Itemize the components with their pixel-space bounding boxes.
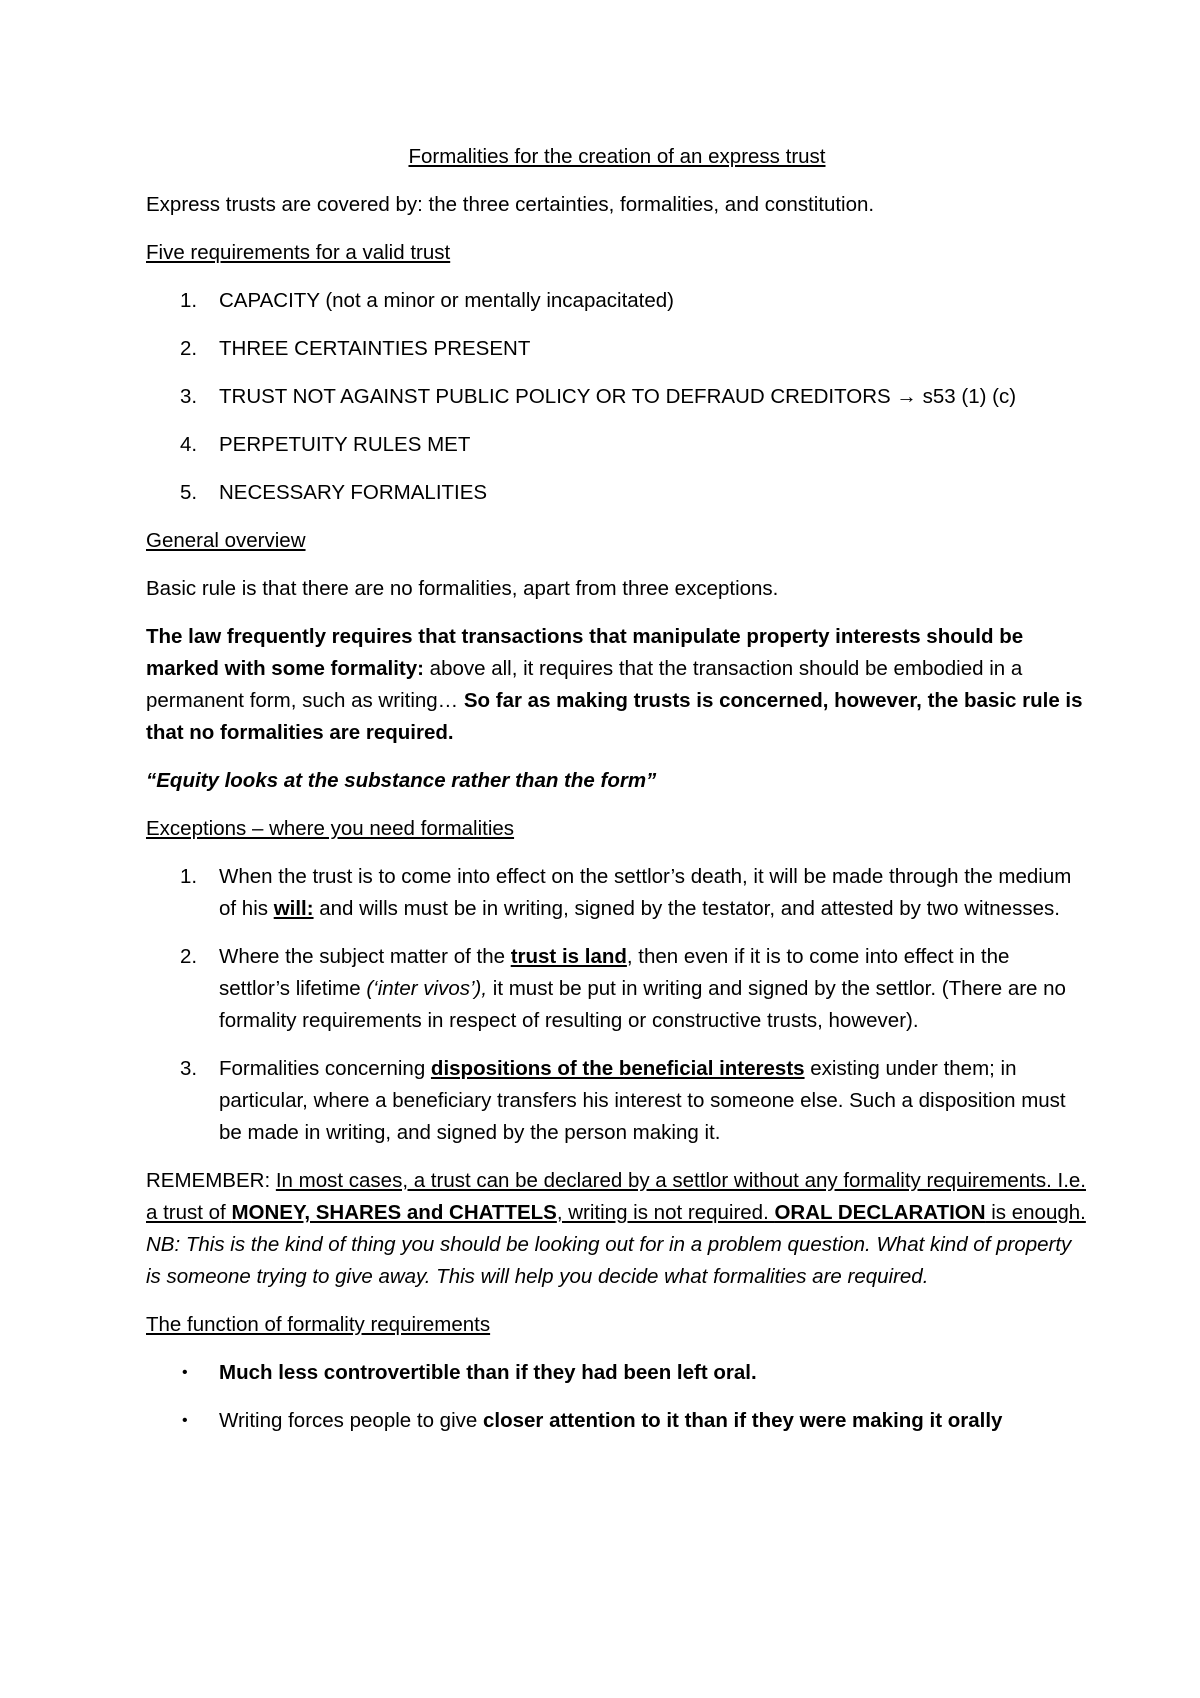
exceptions-heading: Exceptions – where you need formalities [146, 817, 515, 840]
exceptions-list [146, 861, 1086, 1149]
remember-label: REMEMBER: [146, 1169, 276, 1192]
requirements-list [146, 285, 1086, 509]
bullet-icon: • [182, 1364, 188, 1381]
remember-note: NB: This is the kind of thing you should be looking out for in a problem question. What kind of property is someone trying to give away. This will help you decide what formalities are required. [146, 1233, 1072, 1288]
exception-text-cont: , then even if it is to come into effect in the settlor’s lifetime [219, 945, 1010, 1000]
remember-underlined: In most cases, a trust can be declared by a settlor without any formality requirements. I.e. a trust of [146, 1169, 1086, 1224]
exception-text: Where the subject matter of the [219, 945, 511, 968]
list-number: 1. [180, 289, 198, 312]
remember-property-types: MONEY, SHARES and CHATTELS [231, 1201, 557, 1224]
list-number: 2. [180, 337, 198, 360]
remember-underlined-3: is enough. [985, 1201, 1086, 1224]
requirement-text: NECESSARY FORMALITIES [219, 481, 488, 504]
bullet-item [146, 1357, 1086, 1389]
requirement-item [146, 333, 1086, 365]
exception-item [146, 941, 1086, 1037]
quote-normal-part: above all, it requires that the transaction should be embodied in a permanent form, such as writing… [146, 657, 1023, 712]
exception-text-cont: and wills must be in writing, signed by the testator, and attested by two witnesses. [313, 897, 1060, 920]
function-heading: The function of formality requirements [146, 1313, 491, 1336]
quote-bold-conclusion: So far as making trusts is concerned, however, the basic rule is that no formalities are required. [146, 689, 1083, 744]
exception-text: When the trust is to come into effect on the settlor’s death, it will be made through the medium of his [219, 865, 1072, 920]
requirement-text: TRUST NOT AGAINST PUBLIC POLICY OR TO DEFRAUD CREDITORS [219, 385, 891, 408]
remember-paragraph [146, 1165, 1086, 1293]
requirement-item [146, 429, 1086, 461]
bullet-text: Writing forces people to give [219, 1409, 483, 1432]
list-number: 5. [180, 481, 198, 504]
exception-emphasis: dispositions of the beneficial interests [430, 1057, 805, 1080]
remember-underlined-2: , writing is not required. [556, 1201, 775, 1224]
exception-text: Formalities concerning [219, 1057, 431, 1080]
intro-paragraph: Express trusts are covered by: the three certainties, formalities, and constitution. [146, 193, 875, 216]
requirement-text: PERPETUITY RULES MET [219, 433, 471, 456]
document-title: Formalities for the creation of an express trust [408, 145, 826, 168]
bullet-item [146, 1405, 1086, 1437]
document-page [146, 141, 1086, 1453]
exception-item [146, 861, 1086, 925]
bullet-text-bold: closer attention to it than if they were making it orally [482, 1409, 1003, 1432]
exception-emphasis: trust is land [510, 945, 627, 968]
list-number: 1. [180, 865, 198, 888]
equity-maxim: “Equity looks at the substance rather than the form” [146, 769, 657, 792]
bullet-text: Much less controvertible than if they had been left oral. [219, 1361, 757, 1384]
list-number: 4. [180, 433, 198, 456]
quote-paragraph [146, 621, 1086, 749]
requirement-reference: s53 (1) (c) [916, 385, 1017, 408]
quote-bold-part: The law frequently requires that transactions that manipulate property interests should be marked with some formality: [146, 625, 1024, 680]
requirement-text: CAPACITY (not a minor or mentally incapacitated) [219, 289, 674, 312]
requirements-heading: Five requirements for a valid trust [146, 241, 451, 264]
requirement-item [146, 381, 1086, 413]
exception-emphasis: will: [273, 897, 314, 920]
overview-heading: General overview [146, 529, 306, 552]
exception-text-end: it must be put in writing and signed by the settlor. (There are no formality requirements in respect of resulting or constructive trusts, however). [219, 977, 1066, 1032]
exception-italic: (‘inter vivos’), [366, 977, 488, 1000]
basic-rule-paragraph: Basic rule is that there are no formalities, apart from three exceptions. [146, 577, 779, 600]
list-number: 3. [180, 385, 198, 408]
remember-oral-declaration: ORAL DECLARATION [774, 1201, 986, 1224]
function-list [146, 1357, 1086, 1437]
exception-item [146, 1053, 1086, 1149]
requirement-text: THREE CERTAINTIES PRESENT [219, 337, 531, 360]
list-number: 3. [180, 1057, 198, 1080]
right-arrow-icon: → [896, 385, 917, 408]
list-number: 2. [180, 945, 198, 968]
requirement-item [146, 285, 1086, 317]
requirement-item [146, 477, 1086, 509]
exception-text-cont: existing under them; in particular, where a beneficiary transfers his interest to someone else. Such a disposition must be made in writing, and signed by the person making it. [219, 1057, 1066, 1144]
bullet-icon: • [182, 1412, 188, 1429]
